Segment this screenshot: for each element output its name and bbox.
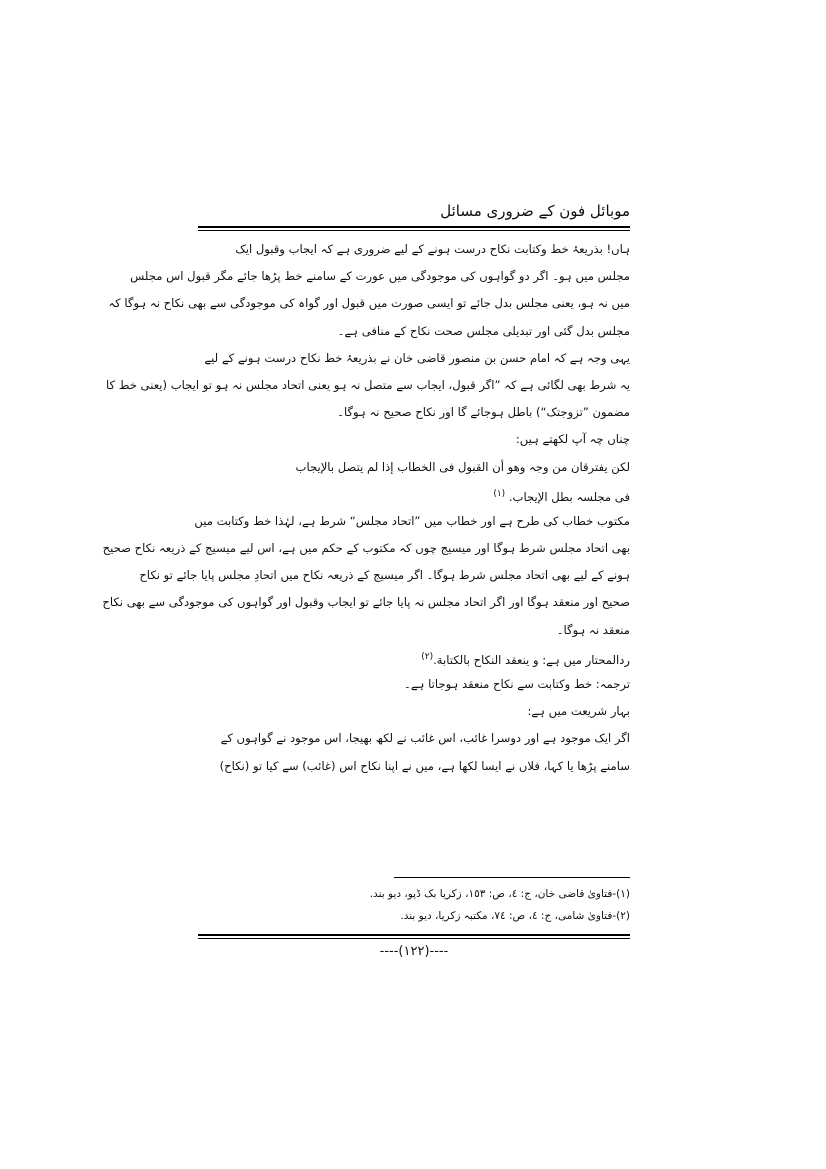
footnote: (۲)-فتاویٰ شامی، ج: ٤، ص: ٧٤، مکتبہ زکریا، دیو بند. (400, 910, 630, 922)
body-line: مجلس بدل گئی اور تبدیلی مجلس صحت نکاح کے منافی ہے۔ (337, 323, 630, 338)
footnotes (198, 883, 630, 927)
header-rule-thin (198, 230, 630, 231)
footnote-ref: (۱) (493, 488, 506, 499)
radd-line (198, 644, 630, 671)
radd-quote: و ینعقد النکاح بالکتابة. (433, 652, 539, 667)
body-line: بہار شریعت میں ہے: (527, 704, 630, 719)
page-number: ----(۱۲۲)---- (379, 944, 449, 959)
arabic-quote-line: لکن یفترقان من وجہ وھو أن القبول فی الخطاب إذا لم یتصل بالإیجاب (295, 459, 630, 474)
radd-label: ردالمحتار میں ہے: (542, 652, 630, 667)
body-line: ہونے کے لیے بھی اتحاد مجلس شرط ہوگا۔ اگر میسیج کے ذریعہ نکاح میں اتحادِ مجلس پایا جائے تو نکاح (139, 568, 630, 583)
body-line: یہی وجہ ہے کہ امام حسن بن منصور قاضی خان نے بذریعۂ خط نکاح درست ہونے کے لیے (204, 350, 630, 365)
footer-rule-thick (198, 934, 630, 936)
body-line: مجلس میں ہو۔ اگر دو گواہوں کی موجودگی میں عورت کے سامنے خط پڑھا جائے مگر قبول اس مجلس (130, 269, 630, 284)
footnote: (۱)-فتاویٰ قاضی خان، ج: ٤، ص: ١٥٣، زکریا بک ڈپو، دیو بند. (369, 888, 630, 900)
running-header: موبائل فون کے ضروری مسائل (440, 202, 630, 220)
radd-quote-wrap (381, 653, 538, 667)
footer-rule-thin (198, 938, 630, 939)
body-line: چناں چہ آپ لکھتے ہیں: (515, 432, 630, 447)
body-line: میں نہ ہو، یعنی مجلس بدل جائے تو ایسی صورت میں قبول اور گواہ کی موجودگی سے بھی نکاح نہ ہوگا کہ (108, 296, 630, 311)
body-line: مضمون ”تزوجتک“) باطل ہوجائے گا اور نکاح صحیح نہ ہوگا۔ (337, 405, 630, 420)
body-line: سامنے پڑھا یا کہا، فلاں نے ایسا لکھا ہے، میں نے اپنا نکاح اس (غائب) سے کیا تو (نکاح) (219, 758, 630, 773)
footnote-ref: (۲) (421, 651, 434, 662)
body-text (102, 236, 630, 780)
header-rule-thick (198, 226, 630, 228)
body-line: ہاں! بذریعۂ خط وکتابت نکاح درست ہونے کے لیے ضروری ہے کہ ایجاب وقبول ایک (235, 242, 630, 256)
body-line: اگر ایک موجود ہے اور دوسرا غائب، اس غائب نے لکھ بھیجا، اس موجود نے گواہوں کے (220, 731, 630, 746)
arabic-quote-text: فی مجلسہ بطل الإیجاب. (508, 489, 630, 504)
body-line: صحیح اور منعقد ہوگا اور اگر اتحاد مجلس نہ پایا جائے تو ایجاب وقبول اور گواہوں کی موجودگی سے بھی نکاح (102, 595, 630, 610)
body-line: بھی اتحاد مجلس شرط ہوگا اور میسیج چوں کہ مکتوب کے حکم میں ہے، اس لیے میسیج کے ذریعہ نکاح صحیح (102, 541, 630, 556)
body-line: منعقد نہ ہوگا۔ (556, 622, 630, 637)
footnote-rule (394, 877, 630, 878)
arabic-quote-line (198, 481, 630, 508)
body-line: ترجمہ: خط وکتابت سے نکاح منعقد ہوجاتا ہے۔ (404, 677, 630, 691)
body-line: مکتوب خطاب کی طرح ہے اور خطاب میں ”اتحاد مجلس“ شرط ہے، لہٰذا خط وکتابت میں (194, 513, 630, 528)
body-line: یہ شرط بھی لگائی ہے کہ ”اگر قبول، ایجاب سے متصل نہ ہو یعنی اتحاد مجلس نہ ہو تو ایجاب (یعنی خط کا (105, 377, 630, 392)
